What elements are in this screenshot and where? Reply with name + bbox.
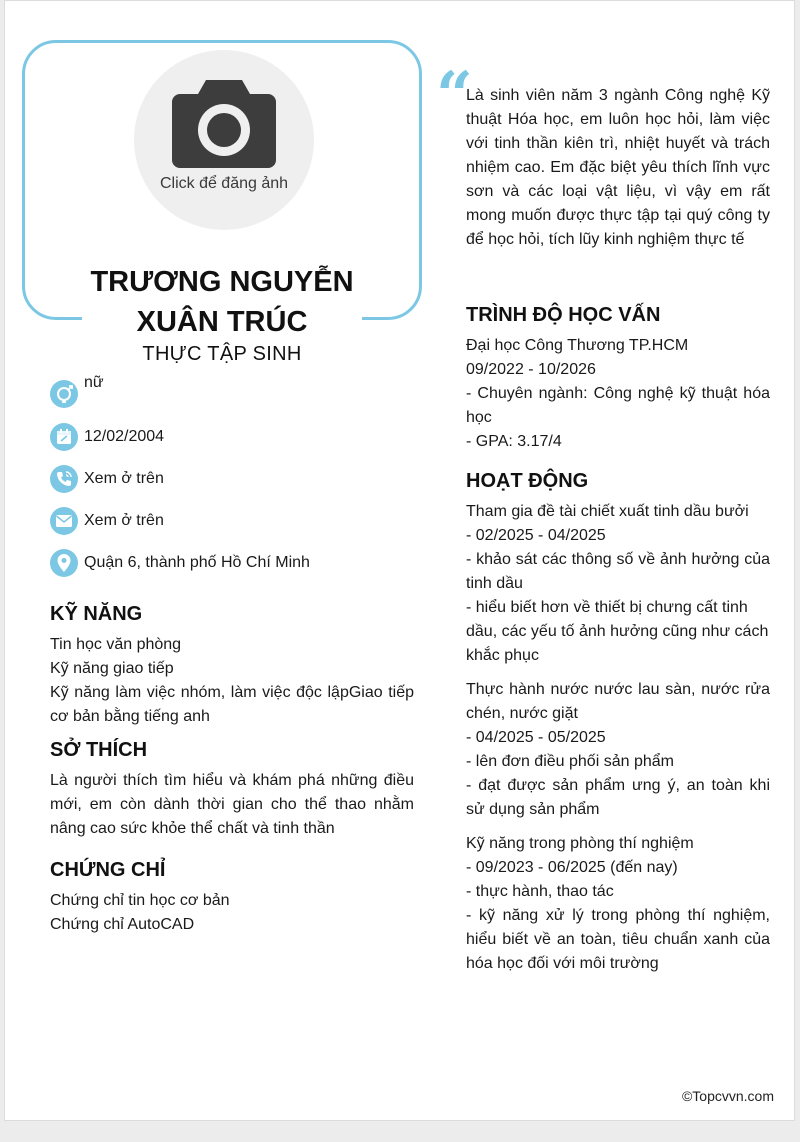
activity-item [466,678,770,822]
camera-icon [170,76,278,172]
contact-gender [50,374,420,416]
education-school: Đại học Công Thương TP.HCM [466,337,689,354]
intro-text: Là sinh viên năm 3 ngành Công nghệ Kỹ thuật Hóa học, em luôn học hỏi, làm việc với tinh thần kiên trì, nhiệt huyết và trách nhiệm cao. Em đặc biệt yêu thích lĩnh vực sơn và các loại vật liệu, vì vậy em rất mong muốn được thực tập tại quý công ty để học hỏi, tích lũy kinh nghiệm thực tế [466,87,770,248]
name-line-2: XUÂN TRÚC [136,306,308,338]
contact-location-text: Quận 6, thành phố Hồ Chí Minh [84,554,310,571]
activities-title: HOẠT ĐỘNG [466,470,589,492]
activity-detail: - đạt được sản phẩm ưng ý, an toàn khi sử dụng sản phẩm [466,777,770,818]
hobbies-title: SỞ THÍCH [50,739,148,761]
activity-detail: - kỹ năng xử lý trong phòng thí nghiệm, hiểu biết về an toàn, tiêu chuẩn xanh của hóa học đối với môi trường [466,907,770,972]
activity-name: Tham gia đề tài chiết xuất tinh dầu bưởi [466,503,749,520]
location-icon [50,549,78,577]
candidate-name [22,262,422,342]
contact-list [50,374,420,584]
activity-name: Thực hành nước nước lau sàn, nước rửa chén, nước giặt [466,681,770,722]
activity-detail: - khảo sát các thông số về ảnh hưởng của tinh dầu [466,551,770,592]
skills-title: KỸ NĂNG [50,603,143,625]
skill-item: Kỹ năng làm việc nhóm, làm việc độc lậpGiao tiếp cơ bản bằng tiếng anh [50,684,414,725]
activity-period: - 09/2023 - 06/2025 (đến nay) [466,859,678,876]
activity-item [466,500,770,668]
calendar-icon [50,423,78,451]
phone-icon [50,465,78,493]
activity-name: Kỹ năng trong phòng thí nghiệm [466,835,694,852]
certificate-item: Chứng chỉ tin học cơ bản [50,892,230,909]
activity-item [466,832,770,976]
education-title: TRÌNH ĐỘ HỌC VẤN [466,304,661,326]
activity-detail: - hiểu biết hơn về thiết bị chưng cất tinh dầu, các yếu tố ảnh hưởng cũng như cách khắc phục [466,599,769,664]
skill-item: Kỹ năng giao tiếp [50,660,174,677]
activity-period: - 04/2025 - 05/2025 [466,729,606,746]
activity-period: - 02/2025 - 04/2025 [466,527,606,544]
contact-phone-text: Xem ở trên [84,470,164,487]
contact-email-text: Xem ở trên [84,512,164,529]
footer-copyright[interactable]: ©Topcvvn.com [681,1088,774,1104]
education-gpa: - GPA: 3.17/4 [466,433,562,450]
skill-item: Tin học văn phòng [50,636,182,653]
hobbies-text: Là người thích tìm hiểu và khám phá những điều mới, em còn dành thời gian cho thể thao nhằm nâng cao sức khỏe thể chất và tinh thần [50,772,414,837]
name-line-1: TRƯƠNG NGUYỄN [90,266,354,298]
photo-upload[interactable] [134,50,314,230]
certificates-title: CHỨNG CHỈ [50,859,166,881]
contact-phone [50,458,420,500]
hobbies-section [50,737,414,841]
certificates-section [50,857,414,937]
education-section [466,302,770,454]
contact-email [50,500,420,542]
education-period: 09/2022 - 10/2026 [466,361,596,378]
certificate-item: Chứng chỉ AutoCAD [50,916,195,933]
email-icon [50,507,78,535]
activity-detail: - thực hành, thao tác [466,883,614,900]
photo-upload-label: Click để đăng ảnh [159,175,289,192]
activity-detail: - lên đơn điều phối sản phẩm [466,753,674,770]
contact-birthday [50,416,420,458]
contact-location [50,542,420,584]
quote-icon: “ [436,58,473,133]
contact-birthday-text: 12/02/2004 [84,428,165,445]
gender-icon [50,380,78,408]
activities-section [466,468,770,976]
skills-section [50,601,414,729]
candidate-role: THỰC TẬP SINH [142,343,302,365]
education-major: - Chuyên ngành: Công nghệ kỹ thuật hóa học [466,385,770,426]
contact-gender-text: nữ [84,374,104,391]
